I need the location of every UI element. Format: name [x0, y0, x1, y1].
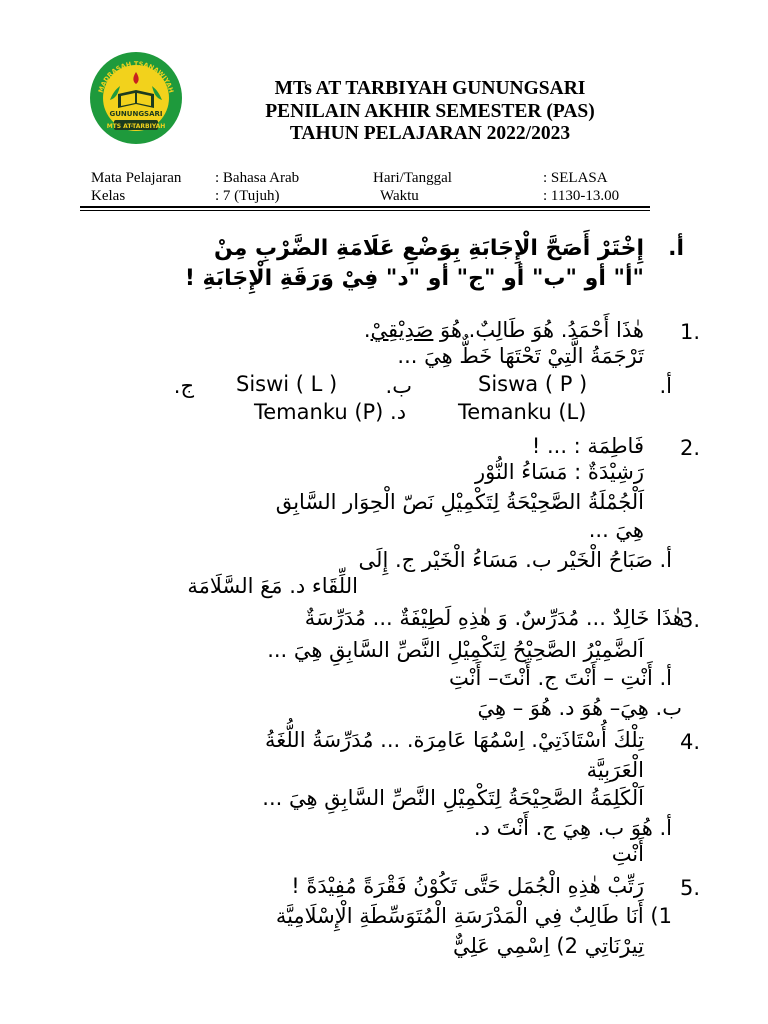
meta-row-class: [91, 188, 651, 206]
header-divider-thin: [80, 210, 650, 211]
school-logo: [88, 50, 184, 146]
q1-option-a-marker: أ.: [659, 374, 672, 398]
question-2-line3: اَلْجُمْلَةُ الصَّحِيْحَةُ لِتَكْمِيْلِ نَصّ الْحِوَار السَّابِق: [275, 490, 644, 514]
section-instruction-line1: إِخْتَرْ أَصَحَّ الْإِجَابَةِ بِوَضْعِ عَلَامَةِ الضَّرْبِ مِنْ: [213, 236, 644, 261]
meta-row-subject: [91, 170, 651, 188]
q2-options-line2: اللِّقَاء د. مَعَ السَّلَامَة: [187, 574, 358, 598]
logo-top-text: MADRASAH TSANAWIYAH: [96, 60, 176, 94]
class-value: : 7 (Tujuh): [215, 188, 280, 204]
question-1-prompt: تَرْجَمَةُ الَّتِيْ تَحْتَهَا خَطٌّ هِيَ ...: [397, 344, 644, 368]
q1-option-b: Siswi ( L ): [236, 372, 338, 396]
q1-option-d2: Temanku (L): [458, 400, 587, 424]
question-2-line2: رَشِيْدَةٌ : مَسَاءُ النُّوْر: [474, 460, 644, 484]
q1-option-d: Temanku (P) .د: [254, 400, 407, 424]
question-2-number: 2.: [680, 436, 701, 460]
question-4-line1: تِلْكَ أُسْتَاذَتِيْ. اِسْمُهَا عَامِرَة. ... مُدَرِّسَةُ اللُّغَةُ: [264, 728, 644, 752]
q1-option-b-marker: ب.: [385, 374, 412, 398]
class-label: Kelas: [91, 188, 126, 204]
question-5-number: 5.: [680, 876, 701, 900]
q3-options-line2: ب. هِيَ– هُوَ د. هُوَ – هِيَ: [477, 696, 682, 720]
question-3-line1: هٰذَا خَالِدٌ ... مُدَرِّسٌ. وَ هٰذِهِ لَطِيْفَةٌ ... مُدَرِّسَةٌ: [304, 606, 684, 630]
q4-options-line1: أ. هُوَ ب. هِيَ ج. أَنْتَ د.: [473, 816, 672, 840]
question-1-text: هٰذَا أَحْمَدُ. هُوَ طَالِبٌ. هُوَ صَدِيْقِيْ.: [363, 318, 644, 342]
question-3-number: 3.: [680, 608, 701, 632]
question-4-line3: اَلْكَلِمَةُ الصَّحِيْحَةُ لِتَكْمِيْلِ النَّصِّ السَّابِقِ هِيَ ...: [262, 786, 644, 810]
q4-options-line2: أَنْتِ: [611, 842, 644, 866]
q1-option-a: Siswa ( P ): [478, 372, 588, 396]
question-5-line3: تِيرْنَاتِي 2) اِسْمِي عَلِيٌّ: [452, 934, 644, 958]
question-5-line1: رَتِّبْ هٰذِهِ الْجُمَل حَتَّى تَكُوْنُ فَقْرَةً مُفِيْدَةً !: [291, 874, 644, 898]
question-3-line2: اَلضَّمِيْرُ الصَّحِيْحُ لِتَكْمِيْلِ النَّصِّ السَّابِقِ هِيَ ...: [267, 638, 644, 662]
subject-label: Mata Pelajaran: [91, 170, 182, 186]
question-4-line2: الْعَرَبِيَّة: [586, 758, 644, 782]
underlined-word: صَدِيْقِيْ: [370, 318, 434, 342]
logo-banner-text: MTS AT-TARBIYAH: [106, 123, 166, 130]
exam-header: [200, 78, 660, 146]
question-2-line4: هِيَ ...: [588, 518, 644, 542]
academic-year: TAHUN PELAJARAN 2022/2023: [289, 123, 571, 144]
exam-meta: [91, 170, 651, 206]
day-value: : SELASA: [543, 170, 608, 186]
q2-options-line1: أ. صَبَاحُ الْخَيْر ب. مَسَاءُ الْخَيْر ج. إِلَى: [358, 548, 672, 572]
question-2-line1: فَاطِمَة : ... !: [531, 434, 644, 458]
day-label: Hari/Tanggal: [373, 170, 452, 186]
header-divider: [80, 206, 650, 208]
q3-options-line1: أ. أَنْتِ – أَنْتَ ج. أَنْتَ– أَنْتِ: [449, 666, 672, 690]
question-5-line2: 1) أَنَا طَالِبٌ فِي الْمَدْرَسَةِ الْمُتَوَسِّطَةِ الْإِسْلَامِيَّة: [275, 904, 672, 928]
subject-value: : Bahasa Arab: [215, 170, 300, 186]
exam-title: PENILAIN AKHIR SEMESTER (PAS): [265, 100, 595, 122]
q1-option-c-marker: ج.: [173, 374, 194, 398]
section-marker: أ.: [668, 236, 684, 261]
time-value: : 1130-13.00: [543, 188, 620, 204]
question-4-number: 4.: [680, 730, 701, 754]
section-instruction-line2: "أ" أو "ب" أو "ج" أو "د" فِيْ وَرَقَةِ الْإِجَابَةِ !: [184, 266, 644, 291]
logo-middle-text: GUNUNGSARI: [109, 110, 163, 118]
school-name: MTs AT TARBIYAH GUNUNGSARI: [274, 78, 586, 99]
question-1-number: 1.: [680, 320, 701, 344]
time-label: Waktu: [380, 188, 419, 204]
